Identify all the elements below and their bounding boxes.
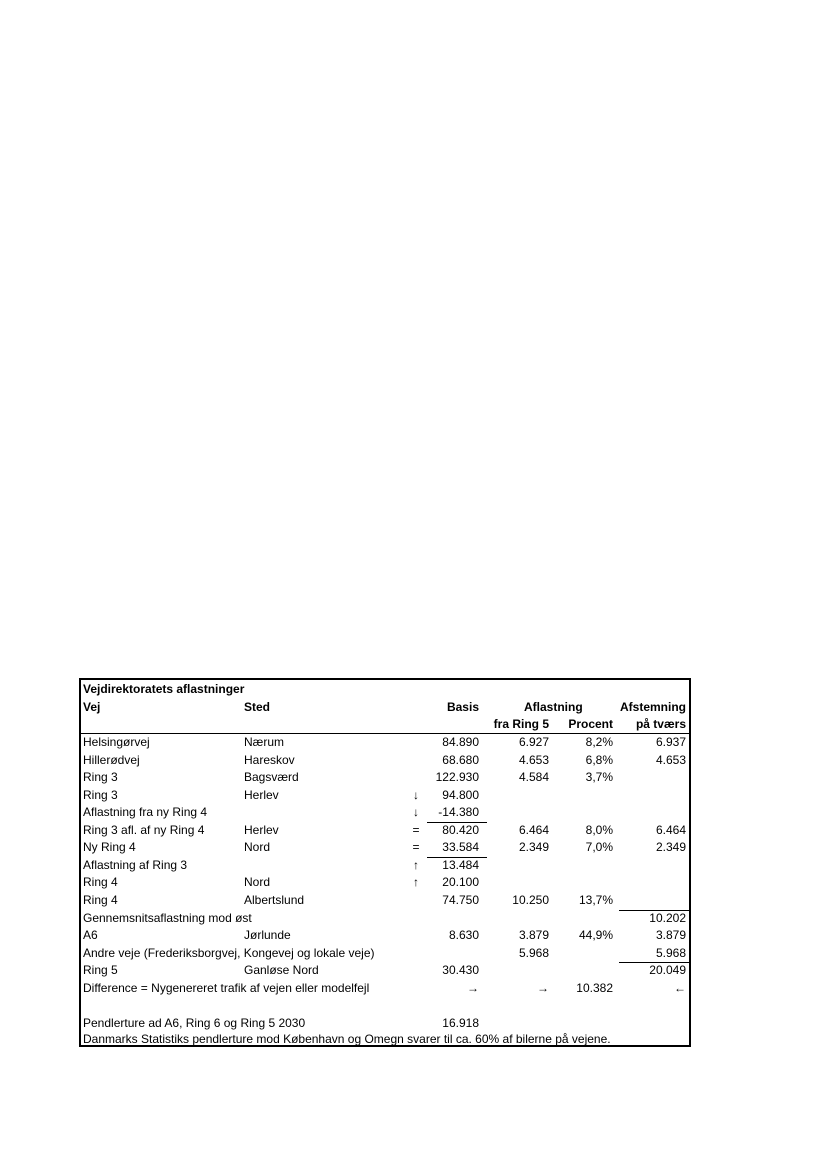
table-title-row xyxy=(81,681,689,698)
header-afstemning: Afstemning xyxy=(620,700,686,714)
cell-vej: Aflastning fra ny Ring 4 xyxy=(83,805,208,820)
cell-procent: 6,8% xyxy=(585,752,613,767)
table-row xyxy=(81,874,689,891)
cell-sted: Hareskov xyxy=(244,752,295,767)
cell-sted: Nord xyxy=(244,875,271,890)
cell-arrow: ↓ xyxy=(413,787,419,802)
table-row xyxy=(81,857,689,874)
traffic-relief-table xyxy=(79,678,691,1047)
cell-sted: Ganløse Nord xyxy=(244,963,319,978)
footnote-row xyxy=(81,1031,689,1048)
table-row xyxy=(81,997,689,1014)
cell-basis: 80.420 xyxy=(442,822,479,837)
cell-vej: Aflastning af Ring 3 xyxy=(83,857,188,872)
cell-arrow: ↑ xyxy=(413,875,419,890)
cell-vej: Ring 4 xyxy=(83,875,118,890)
cell-vej: Ring 3 xyxy=(83,770,118,785)
cell-basis: 30.430 xyxy=(442,963,479,978)
header-basis: Basis xyxy=(446,700,479,714)
cell-sted: Nærum xyxy=(244,735,285,749)
basis-underline-1 xyxy=(427,822,487,823)
table-row xyxy=(81,752,689,769)
cell-vej: Hillerødvej xyxy=(83,752,140,767)
footnote: Danmarks Statistiks pendlerture mod København og Omegn svarer til ca. 60% af bilerne på vejene. xyxy=(83,1032,611,1046)
cell-basis: 33.584 xyxy=(442,840,479,855)
table-row xyxy=(81,1015,689,1032)
cell-basis: -14.380 xyxy=(438,805,479,820)
cell-procent: 8,0% xyxy=(585,822,613,837)
cell-afstemning: 5.968 xyxy=(655,945,686,960)
header-row-2 xyxy=(81,716,689,733)
cell-sted: Bagsværd xyxy=(244,770,299,785)
cell-procent: 3,7% xyxy=(585,770,613,785)
cell-afstemning: 10.202 xyxy=(649,910,686,925)
cell-arrow: = xyxy=(412,822,420,837)
cell-arrow: = xyxy=(412,840,420,855)
cell-basis: → xyxy=(467,980,479,995)
cell-afstemning: 4.653 xyxy=(655,752,686,767)
cell-procent: 8,2% xyxy=(585,735,613,749)
cell-basis: 122.930 xyxy=(435,770,479,785)
table-row xyxy=(81,927,689,944)
cell-arrow: ↑ xyxy=(413,857,419,872)
table-row xyxy=(81,839,689,856)
cell-vej: Ring 4 xyxy=(83,892,118,907)
cell-fra-ring5: 4.584 xyxy=(518,770,549,785)
cell-vej: Ring 3 afl. af ny Ring 4 xyxy=(83,822,205,837)
table-row xyxy=(81,734,689,751)
cell-fra-ring5: 3.879 xyxy=(518,928,549,943)
cell-basis: 16.918 xyxy=(442,1015,479,1030)
cell-arrow: ↓ xyxy=(413,805,419,820)
cell-fra-ring5: 4.653 xyxy=(518,752,549,767)
cell-basis: 13.484 xyxy=(442,857,479,872)
cell-fra-ring5: 5.968 xyxy=(518,945,549,960)
cell-vej: Helsingørvej xyxy=(83,735,150,749)
table-row xyxy=(81,945,689,962)
cell-basis: 20.100 xyxy=(442,875,479,890)
cell-vej: Ny Ring 4 xyxy=(83,840,136,855)
table-row xyxy=(81,892,689,909)
cell-afstemning: 6.464 xyxy=(655,822,686,837)
cell-vej: Pendlerture ad A6, Ring 6 og Ring 5 2030 xyxy=(83,1015,306,1030)
cell-basis: 84.890 xyxy=(442,735,479,749)
cell-fra-ring5: → xyxy=(537,980,549,995)
table-row xyxy=(81,962,689,979)
cell-basis: 8.630 xyxy=(448,928,479,943)
cell-procent: 7,0% xyxy=(585,840,613,855)
table-row xyxy=(81,822,689,839)
table-row xyxy=(81,910,689,927)
header-vej: Vej xyxy=(83,700,101,714)
cell-vej: A6 xyxy=(83,928,98,943)
cell-procent: 44,9% xyxy=(578,928,613,943)
header-fra-ring5: fra Ring 5 xyxy=(493,717,549,731)
header-procent: Procent xyxy=(568,717,613,731)
cell-basis: 68.680 xyxy=(442,752,479,767)
cell-afstemning: 6.937 xyxy=(655,735,686,749)
cell-vej: Andre veje (Frederiksborgvej, Kongevej og lokale veje) xyxy=(83,945,375,960)
header-paa-tvaers: på tværs xyxy=(635,717,686,731)
afstemning-underline-1 xyxy=(619,910,691,911)
cell-afstemning: ← xyxy=(674,980,686,995)
table-title: Vejdirektoratets aflastninger xyxy=(83,682,245,696)
table-row xyxy=(81,769,689,786)
cell-sted: Nord xyxy=(244,840,271,855)
afstemning-underline-2 xyxy=(619,962,691,963)
cell-afstemning: 3.879 xyxy=(655,928,686,943)
cell-vej: Gennemsnitsaflastning mod øst xyxy=(83,910,252,925)
cell-afstemning: 2.349 xyxy=(655,840,686,855)
cell-basis: 74.750 xyxy=(442,892,479,907)
table-row xyxy=(81,787,689,804)
cell-afstemning: 20.049 xyxy=(649,963,686,978)
header-aflastning: Aflastning xyxy=(524,700,583,714)
header-sted: Sted xyxy=(244,700,271,714)
cell-fra-ring5: 6.927 xyxy=(518,735,549,749)
cell-fra-ring5: 6.464 xyxy=(518,822,549,837)
cell-vej: Ring 3 xyxy=(83,787,118,802)
cell-vej: Ring 5 xyxy=(83,963,118,978)
cell-fra-ring5: 10.250 xyxy=(512,892,549,907)
cell-procent: 10.382 xyxy=(576,980,613,995)
cell-sted: Herlev xyxy=(244,787,279,802)
cell-sted: Jørlunde xyxy=(244,928,291,943)
cell-sted: Albertslund xyxy=(244,892,305,907)
cell-procent: 13,7% xyxy=(578,892,613,907)
header-row-1 xyxy=(81,699,689,716)
cell-vej: Difference = Nygenereret trafik af vejen eller modelfejl xyxy=(83,980,370,995)
basis-underline-2 xyxy=(427,857,487,858)
cell-sted: Herlev xyxy=(244,822,279,837)
table-row xyxy=(81,980,689,997)
table-row xyxy=(81,804,689,821)
cell-fra-ring5: 2.349 xyxy=(518,840,549,855)
cell-basis: 94.800 xyxy=(442,787,479,802)
